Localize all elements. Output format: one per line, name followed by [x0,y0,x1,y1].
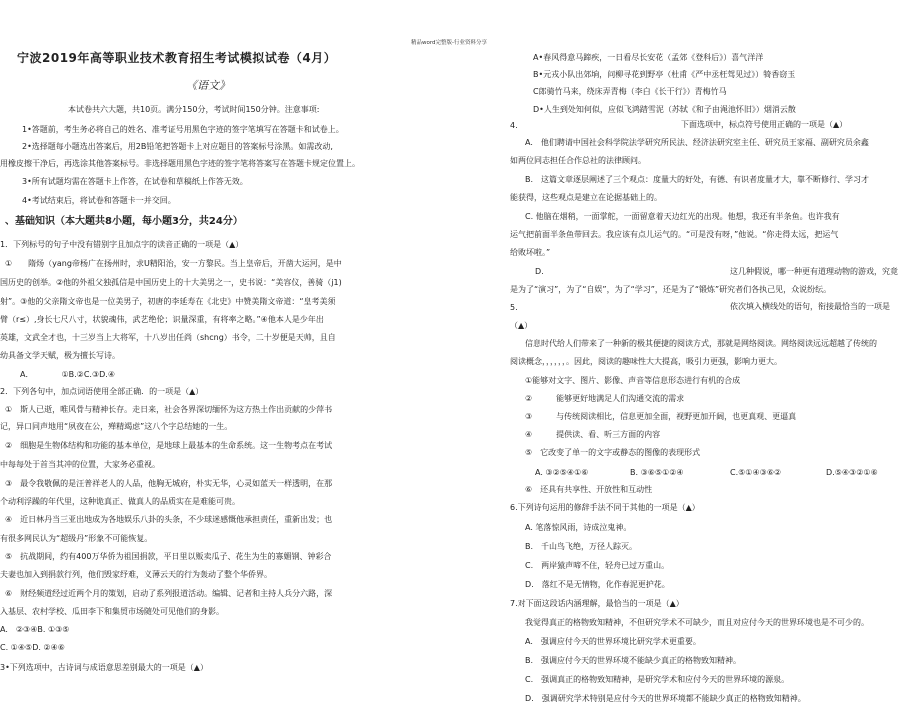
q1-passage: 英雄，文武全才也，十三岁当上大将军，十八岁出任尚（shcng）书令，二十岁便是天帅，且自 [0,333,336,342]
q1-passage: 射”。③他的父亲隋文帝也是一位美男子，初唐的李延寿在《北史》中赞美隋文帝道：“皇考美须 [0,297,336,306]
q6-option: B. 千山鸟飞绝，万径人踪灭。 [525,542,638,551]
q4-option: A. 他们聘请中国社会科学院法学研究所民法、经济法研究室主任、研究员王家福、副研究员余鑫 [525,138,869,147]
q4-option: 运气把前面半条鱼带回去。我应该有点儿运气的。“可是没有呀，”他说。“你走得太远，把运气 [510,230,839,239]
question-2: 2．下列各句中，加点词语使用全部正确．的一项是（▲） [0,387,204,396]
question-1: 1．下列标号的句子中没有错别字且加点字的读音正确的一项是（▲） [0,240,244,249]
q5-option-c: C.⑤①④③⑥② [730,468,782,477]
notice-3: 3•所有试题均需在答题卡上作答，在试卷和草稿纸上作答无效。 [22,177,248,186]
q5-option-a: A. ③②⑤④①⑥ [535,468,589,477]
q7-option: A. 强调应付今天的世界环境比研究学术更重要。 [525,637,701,646]
q2-item: ① 斯人已逝，唯风骨与精神长存。走日来，社会各界深切缅怀为这方热土作出贡献的少萍书 [5,405,333,414]
q2-item: ⑤ 抗战期间，约有400万华侨为祖国捐款，平日里以贩卖瓜子、花生为生的寡媚钢、钟彩合 [5,552,332,561]
q4-option: C. 他脑在烟稍，一面掌舵，一面留意着天边红光的出现。他想，我还有半条鱼。也许我有 [525,212,840,221]
q3-option-b: B•元戎小队出郊垧，问柳寻花到野亭（杜甫《严中丞枉驾见过》）犄香窃玉 [533,70,796,79]
q5-item: ①能够对文字、图片、影像、声音等信息形态进行有机的合成 [525,376,741,385]
q7-option: C. 强调真正的格物致知精神，是研究学术和应付今天的世界环境的源泉。 [525,675,790,684]
q2-item: 记，异口同声地用“夙夜在公，殚精竭虑”这八个字总结她的一生。 [0,422,233,431]
notice-2-cont: 用橡皮擦干净后，再选涂其他答案标号。非选择题用黑色字迹的签字笔将答案写在答题卡规定位置上。 [0,159,360,168]
q2-item: ③ 最令我敬佩的是汪普祥老人的人品，他胸无城府，朴实无华，心灵如蓝天一样透明，在那 [5,479,333,488]
q5-option-d: D.⑤④③②①⑥ [826,468,878,477]
q2-item: ⑥ 财经频道经过近两个月的策划，启动了系列报道活动。编辑、记者和主持人兵分六路，深 [5,589,333,598]
q3-option-d: D•人生到处知何似，应似飞鸿踏雪泥（苏轼《和子由渑池怀旧》）烟消云散 [533,105,796,114]
q6-option: D. 落红不是无情物，化作春泥更护花。 [525,580,670,589]
q3-option-a: A•春风得意马蹄疾，一日看尽长安花（孟郊《登科后》）喜气洋洋 [533,53,764,62]
q3-option-c: C郎骑竹马来，绕床弄青梅（李白《长干行》）青梅竹马 [533,87,727,96]
q4-option: B. 这篇文章逐层阐述了三个观点：度量大的好处，有德、有识者度量才大，靠不断修行、学习才 [525,175,870,184]
question-5-number: 5. [510,303,518,312]
exam-title: 宁波2019年高等职业技术教育招生考试模拟试卷（4月） [17,51,337,65]
question-4-number: 4. [510,121,518,130]
q7-passage: 我觉得真正的格物致知精神，不但研究学术不可缺少，而且对应付今天的世界环境也是不可少的。 [525,618,869,627]
q5-item: ⑤ 它改变了单一的文字或静态的图像的表现形式 [525,448,701,457]
q4-option: 是为了“演习”，为了“自娱”，为了“学习”，还是为了“锻炼”研究者们各执己见，众说纷纭。 [510,285,832,294]
question-3: 3•下列选项中，古诗词与成语意思差别最大的一项是（▲） [0,663,208,672]
q2-item: 个动利浮躁的年代里，这种诡真正、做真人的品质实在是难能可贵。 [0,497,240,506]
q7-option: D. 强调研究学术特别是应付今天的世界环境都不能缺少真正的格物致知精神。 [525,694,806,703]
q5-item: ③ 与传统阅读相比，信息更加全面，视野更加开阔，也更真观、更逼真 [525,412,797,421]
q5-item: ④ 提供读、看、听三方面的内容 [525,430,661,439]
q2-item: 有很多网民认为“超级丹”形象不可能恢复。 [0,534,153,543]
q2-item: 夫妻也加入到捐款行列，他们毁家纾难，义薄云天的行为轰动了整个华侨界。 [0,570,272,579]
q1-passage: 幼具备文学天赋，极为擅长写诗。 [0,351,120,360]
q5-option-b: B. ③⑥⑤①②④ [630,468,684,477]
q2-options: C. ①④⑤D. ②④⑥ [0,643,65,652]
section-heading: 、基础知识（本大题共8小题，每小题3分，共24分） [5,216,243,227]
q6-option: A. 笔落惊风雨，诗成泣鬼神。 [525,523,632,532]
q5-passage: 信息时代给人们带来了一种新的极其便捷的阅读方式，那就是网络阅读。网络阅读远远超越了传统的 [525,339,877,348]
notice-4: 4•考试结束后，将试卷和答题卡一并交回。 [22,196,176,205]
q2-item: 入基层、农村学校、瓜田李下和集贸市场随处可见他们的身影。 [0,607,224,616]
q4-option: 这几种假说，哪一种更有道理动物的游戏，究竟 [730,267,898,276]
q4-option: 能获得，这些观点是建立在论据基础上的。 [510,193,662,202]
q2-item: 中每每处于首当其冲的位置，大家务必重视。 [0,460,160,469]
q5-item: ⑥ 还具有共享性、开放性和互动性 [525,485,653,494]
q1-passage: ① 隋炀（yang帝杨广在扬州时，求U精阳治，安一方黎民。当上皇帝后，开凿大运河，是中 [5,259,342,268]
page-header-tag: 精品word完整版-行业资料分享 [411,40,488,46]
q6-option: C. 两岸猿声啼不住，轻舟已过万重山。 [525,561,670,570]
question-7: 7.对下面这段话内涵理解，最恰当的一项是（▲） [510,599,684,608]
notice-2: 2•选择题每小题选出答案后，用2B铅笔把答题卡上对应题目的答案标号涂黑。如需改动, [22,142,333,151]
question-5: 依次填入横线处的语句，衔接最恰当的一项是 [730,302,890,311]
q1-passage: 国历史的创举。②他的外祖父独孤信是中国历史上的十大美男之一，史书说：“美容仪，善骑（j1) [0,278,342,287]
q2-item: ④ 近日林丹当三亚出地成为各地娱乐八卦的头条，不少球迷感慨他承担责任，重新出发；也 [5,515,333,524]
q1-options: A． ①B.②C.③D.④ [20,370,116,379]
q4-option: 给败坏啦。” [510,248,551,257]
q5-item: ② 能够更好地满足人们沟通交流的需求 [525,394,685,403]
q2-options: A. ②③④B. ①③⑤ [0,625,70,634]
notice-1: 1•答题前，考生务必将自己的姓名、准考证号用黑色字迹的签字笔填写在答题卡和试卷上。 [22,125,344,134]
q4-option: 如两位同志担任合作总社的法律顾问。 [510,156,646,165]
q7-option: B. 强调应付今天的世界环境不能缺少真正的格物致知精神。 [525,656,742,665]
q1-passage: 臂（r≤）,身长七尺八寸，状貌魂伟，武艺绝伦；识量深重，有将率之略。”④他本人是少年出 [0,315,324,324]
q2-item: ② 细胞是生物体结构和功能的基本单位，是地球上最基本的生命系统。这一生物考点在考试 [5,441,333,450]
q4-option-d-label: D. [535,267,544,276]
question-4: 下面选项中，标点符号使用正确的一项是（▲） [681,120,848,129]
question-6: 6.下列诗句运用的修辞手法不同于其他的一项是（▲） [510,503,700,512]
question-5-mark: （▲） [510,321,533,330]
subject-title: 《语文》 [186,79,230,92]
q5-passage: 阅读概念，，，，，，。因此，阅读的趣味性大大提高，吸引力更强，影响力更大。 [510,357,782,366]
exam-info: 本试卷共六大题，共10页。满分150分，考试时间150分钟。注意事项: [68,105,320,114]
